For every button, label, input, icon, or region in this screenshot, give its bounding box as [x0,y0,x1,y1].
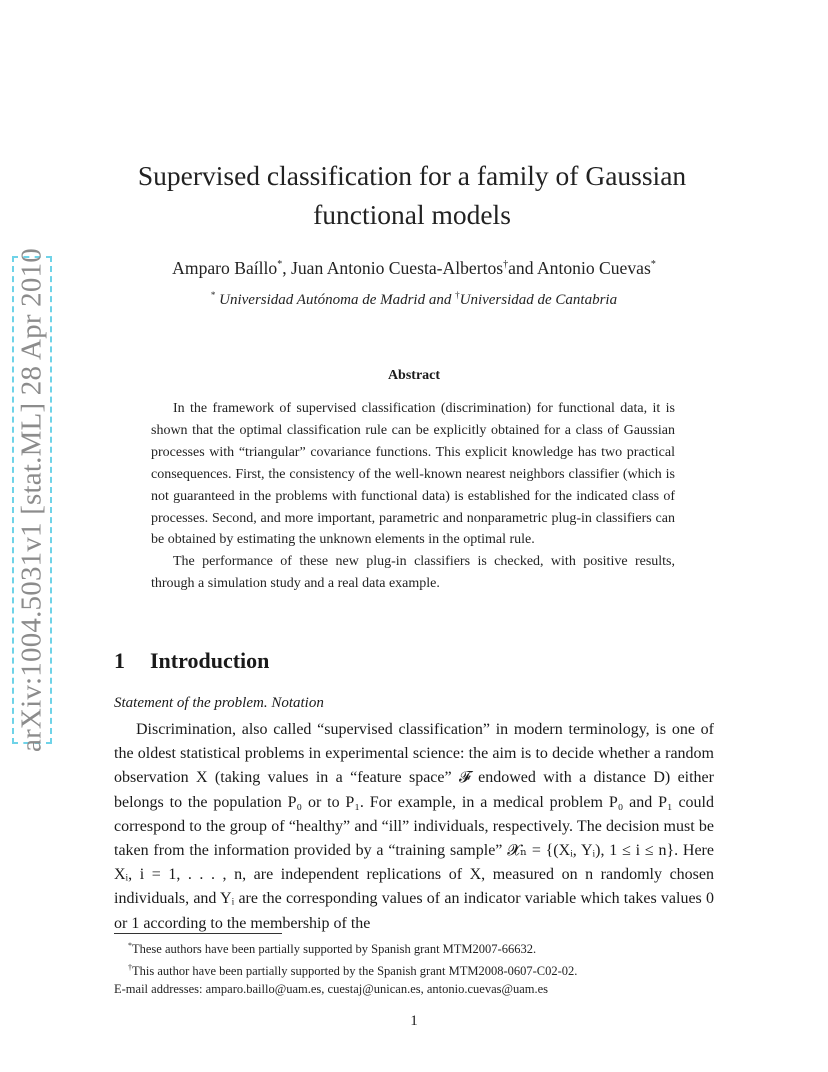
footnote-mark: * [128,941,132,950]
abstract-paragraph: The performance of these new plug-in classifiers is checked, with positive results, through a simulation study and a real data example. [151,554,675,592]
footnote-divider [114,933,282,934]
author-name: and Antonio Cuevas [508,258,651,278]
paper-title: Supervised classification for a family of Gaussian functional models [137,160,687,230]
footnote-text: These authors have been partially supported by Spanish grant MTM2007-66632. [132,942,537,957]
affiliation: Universidad de Cantabria [459,292,618,308]
author-mark: * [650,259,656,271]
abstract-body [151,398,675,595]
email-addresses: E-mail addresses: amparo.baillo@uam.es, cuestaj@unican.es, antonio.cuevas@uam.es [114,982,549,997]
paragraph-heading: Statement of the problem. Notation [114,695,324,711]
affiliation-mark: * [210,290,216,300]
affiliation-mark: † [455,290,460,300]
section-title: Introduction [150,648,270,673]
author-name: , Juan Antonio Cuesta-Albertos [282,258,504,278]
footnote [114,937,714,959]
section-heading [114,648,269,674]
body-paragraph: Discrimination, also called “supervised classification” in modern terminology, is one of the oldest statistical problems in experimental science: the aim is to decide whether a random observation X (taking values in a “feature space” 𝓕 endowed with a distance D) either belongs to the population P₀ or to P₁. For example, in a medical problem P₀ and P₁ could correspond to the group of “healthy” and “ill” individuals, respectively. The decision must be taken from the information provided by a “training sample” 𝓧ₙ = {(Xᵢ, Yᵢ), 1 ≤ i ≤ n}. Here Xᵢ, i = 1, . . . , n, are independent replications of X, measured on n randomly chosen individuals, and Yᵢ are the corresponding values of an indicator variable which takes values 0 or 1 according to the membership of the [114,721,714,932]
abstract-paragraph: In the framework of supervised classification (discrimination) for functional data, it is shown that the optimal classification rule can be explicitly obtained for a class of Gaussian processes with “triangular” covariance functions. This explicit knowledge has two practical consequences. First, the consistency of the well-known nearest neighbors classifier (which is not guaranteed in the problems with functional data) is established for the indicated class of processes. Second, and more important, parametric and nonparametric plug-in classifiers can be obtained by estimating the unknown elements in the optimal rule. [151,401,675,548]
author-mark: † [503,259,509,271]
intro-body [114,718,714,936]
footnote [114,959,714,981]
page-number: 1 [410,1013,418,1029]
author-list [110,258,718,279]
arxiv-identifier: arXiv:1004.5031v1 [stat.ML] 28 Apr 2010 [15,248,48,752]
footnote-mark: † [128,962,132,972]
footnote-text: This author have been partially supported by the Spanish grant MTM2008-0607-C02-02. [132,963,578,978]
arxiv-stamp [12,248,52,752]
author-mark: * [277,259,283,271]
footnotes [114,937,714,999]
affiliation: Universidad Autónoma de Madrid and [219,292,452,308]
abstract-heading: Abstract [387,368,441,383]
section-number: 1 [114,648,125,673]
affiliations [110,290,718,309]
author-name: Amparo Baíllo [172,258,278,278]
